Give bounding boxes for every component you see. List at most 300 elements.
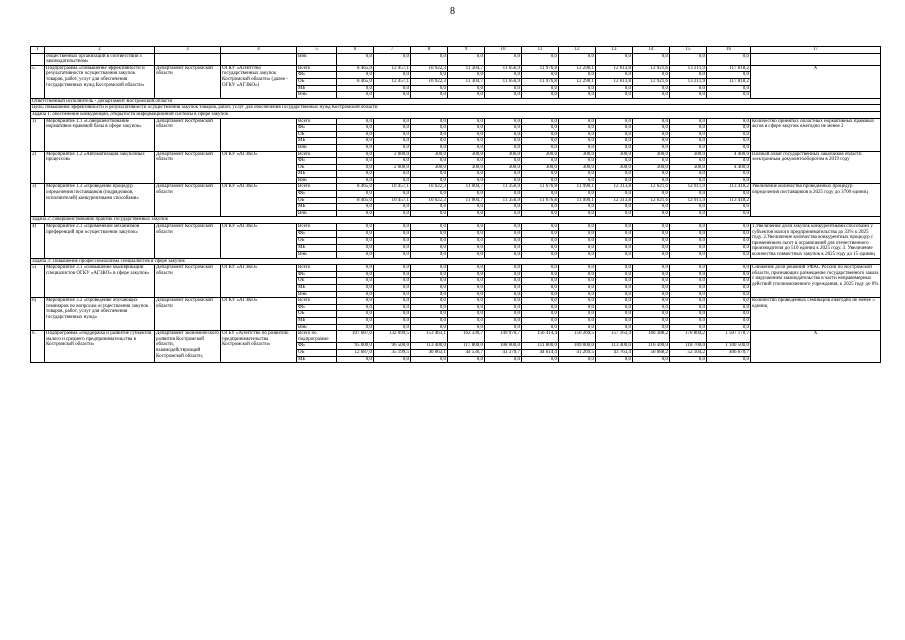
amount-cell: 113 418,2 bbox=[707, 197, 751, 204]
amount-cell: 0,0 bbox=[522, 177, 559, 184]
amount-cell: 0,0 bbox=[522, 138, 559, 145]
amount-cell: 12 911,9 bbox=[670, 184, 707, 191]
amount-cell: 0,0 bbox=[596, 171, 633, 178]
amount-cell: 0,0 bbox=[411, 244, 448, 251]
amount-cell: 0,0 bbox=[559, 317, 596, 324]
amount-cell: 0,0 bbox=[596, 92, 633, 99]
amount-cell: 0,0 bbox=[448, 158, 485, 165]
amount-cell: 12 621,6 bbox=[633, 184, 670, 191]
amount-cell: 0,0 bbox=[633, 304, 670, 311]
amount-cell: 0,0 bbox=[485, 284, 522, 291]
amount-cell: 0,0 bbox=[670, 158, 707, 165]
amount-cell: 0,0 bbox=[707, 237, 751, 244]
section-row bbox=[31, 105, 881, 112]
amount-cell: 0,0 bbox=[411, 298, 448, 305]
amount-cell: 0,0 bbox=[337, 304, 374, 311]
amount-cell: 0,0 bbox=[485, 324, 522, 331]
amount-cell: 0,0 bbox=[670, 244, 707, 251]
funding-source: МБ bbox=[297, 317, 337, 324]
header-cell: 14 bbox=[633, 47, 670, 54]
amount-cell: 300,0 bbox=[485, 164, 522, 171]
amount-cell: 0,0 bbox=[337, 118, 374, 125]
amount-cell: 116 300,0 bbox=[633, 343, 670, 350]
amount-cell: 12 613,8 bbox=[596, 78, 633, 85]
amount-cell: 0,0 bbox=[448, 230, 485, 237]
amount-cell: 0,0 bbox=[374, 311, 411, 318]
amount-cell: 0,0 bbox=[596, 177, 633, 184]
amount-cell: 0,0 bbox=[522, 204, 559, 211]
amount-cell: 0,0 bbox=[707, 131, 751, 138]
amount-cell: 117 818,2 bbox=[707, 65, 751, 72]
funding-source: ФБ bbox=[297, 230, 337, 237]
amount-cell: 0,0 bbox=[670, 298, 707, 305]
amount-cell: 50 088,2 bbox=[633, 349, 670, 356]
funding-source: ВнБ bbox=[297, 144, 337, 151]
amount-cell: 0,0 bbox=[448, 356, 485, 363]
amount-cell: 0,0 bbox=[337, 92, 374, 99]
amount-cell: 0,0 bbox=[559, 265, 596, 272]
amount-cell: 0,0 bbox=[707, 138, 751, 145]
amount-cell: 113 400,0 bbox=[596, 343, 633, 350]
amount-cell: 0,0 bbox=[411, 177, 448, 184]
amount-cell: 0,0 bbox=[596, 356, 633, 363]
amount-cell: 0,0 bbox=[337, 311, 374, 318]
row-number: 5. bbox=[31, 65, 45, 98]
amount-cell: 0,0 bbox=[559, 53, 596, 65]
funding-source: МБ bbox=[297, 138, 337, 145]
row-number: 6. bbox=[31, 331, 45, 363]
amount-cell: 0,0 bbox=[374, 125, 411, 132]
amount-cell: 12 457,1 bbox=[374, 65, 411, 72]
funding-source: Всего bbox=[297, 265, 337, 272]
co-executor bbox=[221, 53, 297, 65]
amount-cell: 0,0 bbox=[448, 191, 485, 198]
amount-cell: 0,0 bbox=[485, 265, 522, 272]
amount-cell: 0,0 bbox=[559, 230, 596, 237]
amount-cell: 113 400,0 bbox=[411, 343, 448, 350]
amount-cell: 0,0 bbox=[485, 171, 522, 178]
amount-cell: 0,0 bbox=[707, 72, 751, 79]
funding-source: ОБ bbox=[297, 197, 337, 204]
amount-cell: 0,0 bbox=[522, 317, 559, 324]
funding-source: Всего bbox=[297, 224, 337, 231]
indicator-text: 1.Увеличение доли закупок конкурентными способами у субъектов малого предпринимательства до 33% к 2025 году. 2.Увеличение количества конкурентных процедур с применением льгот и ограничений для отечественного производителя до 510 единиц к 2025 году. 3. Увеличение количества совместных закупок к 2025 году до 15 единиц bbox=[751, 224, 881, 259]
amount-cell: 0,0 bbox=[485, 210, 522, 217]
amount-cell: 0,0 bbox=[633, 224, 670, 231]
amount-cell: 0,0 bbox=[374, 204, 411, 211]
responsible-executor: Департамент Костромской области bbox=[155, 224, 221, 259]
amount-cell: 12 313,8 bbox=[596, 197, 633, 204]
funding-source: ОБ bbox=[297, 349, 337, 356]
amount-cell: 0,0 bbox=[448, 210, 485, 217]
amount-cell: 0,0 bbox=[559, 72, 596, 79]
amount-cell: 0,0 bbox=[522, 244, 559, 251]
amount-cell: 0,0 bbox=[522, 284, 559, 291]
activity-name: Мероприятие 1.2 «Автоматизация закупочных процессов» bbox=[45, 151, 155, 184]
amount-cell: 0,0 bbox=[707, 177, 751, 184]
amount-cell: 0,0 bbox=[633, 317, 670, 324]
amount-cell: 0,0 bbox=[559, 278, 596, 285]
amount-cell: 0,0 bbox=[522, 298, 559, 305]
table-row bbox=[31, 118, 881, 125]
amount-cell: 300,0 bbox=[670, 164, 707, 171]
amount-cell: 11 676,8 bbox=[522, 184, 559, 191]
funding-source: ФБ bbox=[297, 191, 337, 198]
header-cell: 2 bbox=[45, 47, 155, 54]
amount-cell: 0,0 bbox=[411, 204, 448, 211]
amount-cell: 0,0 bbox=[633, 204, 670, 211]
amount-cell: 0,0 bbox=[337, 191, 374, 198]
funding-source: ФБ bbox=[297, 158, 337, 165]
header-cell: 3 bbox=[155, 47, 221, 54]
amount-cell: 43 763,4 bbox=[596, 349, 633, 356]
amount-cell: 406 670,7 bbox=[707, 349, 751, 356]
amount-cell: 0,0 bbox=[596, 237, 633, 244]
amount-cell: 300,0 bbox=[596, 151, 633, 158]
co-executor: ОГКУ «АГЗКО» bbox=[221, 298, 297, 331]
co-executor bbox=[221, 118, 297, 151]
amount-cell: 0,0 bbox=[485, 230, 522, 237]
amount-cell: 300,0 bbox=[411, 164, 448, 171]
amount-cell: 0,0 bbox=[596, 85, 633, 92]
amount-cell: 12 457,1 bbox=[374, 78, 411, 85]
section-row bbox=[31, 98, 881, 105]
funding-source: ОБ bbox=[297, 237, 337, 244]
amount-cell: 300,0 bbox=[522, 164, 559, 171]
amount-cell: 0,0 bbox=[522, 291, 559, 298]
indicator-text: Х bbox=[751, 331, 881, 363]
amount-cell: 0,0 bbox=[411, 118, 448, 125]
amount-cell: 0,0 bbox=[633, 284, 670, 291]
activity-name: Мероприятие 1.1 «Совершенствование нормативно-правовой базы в сфере закупок» bbox=[45, 118, 155, 151]
program-table bbox=[30, 46, 881, 363]
amount-cell: 0,0 bbox=[633, 210, 670, 217]
amount-cell: 0,0 bbox=[485, 131, 522, 138]
amount-cell: 117 818,2 bbox=[707, 78, 751, 85]
amount-cell: 132 099,5 bbox=[374, 331, 411, 343]
amount-cell: 44 530,7 bbox=[448, 349, 485, 356]
amount-cell: 0,0 bbox=[485, 291, 522, 298]
amount-cell: 11 356,9 bbox=[485, 197, 522, 204]
amount-cell: 0,0 bbox=[707, 271, 751, 278]
amount-cell: 0,0 bbox=[411, 271, 448, 278]
amount-cell: 0,0 bbox=[707, 204, 751, 211]
amount-cell: 0,0 bbox=[522, 278, 559, 285]
amount-cell: 0,0 bbox=[670, 291, 707, 298]
amount-cell: 0,0 bbox=[374, 251, 411, 258]
amount-cell: 0,0 bbox=[448, 291, 485, 298]
amount-cell: 0,0 bbox=[707, 144, 751, 151]
amount-cell: 0,0 bbox=[411, 311, 448, 318]
amount-cell: 11 656,9 bbox=[485, 65, 522, 72]
co-executor: ОГКУ «Агентство государственных закупок Костромской области» (далее - ОГКУ «АГЗКО») bbox=[221, 65, 297, 98]
amount-cell: 0,0 bbox=[337, 158, 374, 165]
amount-cell: 0,0 bbox=[707, 125, 751, 132]
amount-cell: 300,0 bbox=[559, 164, 596, 171]
amount-cell: 12 921,6 bbox=[633, 65, 670, 72]
amount-cell: 10 457,1 bbox=[374, 184, 411, 191]
indicator-text: Количество принятых областных нормативных правовых актов в сфере закупок ежегодно не менее 2 bbox=[751, 118, 881, 151]
amount-cell: 0,0 bbox=[707, 278, 751, 285]
amount-cell: 0,0 bbox=[596, 138, 633, 145]
amount-cell: 12 290,1 bbox=[559, 78, 596, 85]
amount-cell: 0,0 bbox=[596, 311, 633, 318]
amount-cell: 0,0 bbox=[559, 144, 596, 151]
amount-cell: 300,0 bbox=[522, 151, 559, 158]
amount-cell: 12 313,8 bbox=[596, 184, 633, 191]
amount-cell: 0,0 bbox=[374, 284, 411, 291]
amount-cell: 0,0 bbox=[374, 356, 411, 363]
amount-cell: 0,0 bbox=[448, 131, 485, 138]
amount-cell: 0,0 bbox=[670, 138, 707, 145]
funding-source: ВнБ bbox=[297, 210, 337, 217]
amount-cell: 10 622,3 bbox=[411, 184, 448, 191]
amount-cell: 0,0 bbox=[337, 291, 374, 298]
amount-cell: 0,0 bbox=[670, 53, 707, 65]
amount-cell: 0,0 bbox=[670, 278, 707, 285]
amount-cell: 0,0 bbox=[559, 171, 596, 178]
amount-cell: 41 269,5 bbox=[559, 349, 596, 356]
header-cell: 16 bbox=[707, 47, 751, 54]
amount-cell: 108 600,0 bbox=[485, 343, 522, 350]
amount-cell: 111 800,0 bbox=[522, 343, 559, 350]
amount-cell: 12 911,9 bbox=[670, 197, 707, 204]
indicator-text: Полный охват государственных заказчиков области электронным документооборотом в 2019 году bbox=[751, 151, 881, 184]
header-cell: 12 bbox=[559, 47, 596, 54]
amount-cell: 0,0 bbox=[707, 298, 751, 305]
amount-cell: 0,0 bbox=[448, 265, 485, 272]
amount-cell: 0,0 bbox=[596, 118, 633, 125]
funding-source: МБ bbox=[297, 204, 337, 211]
amount-cell: 0,0 bbox=[411, 158, 448, 165]
section-row bbox=[31, 217, 881, 224]
activity-name: Подпрограмма «Поддержка и развитие субъектов малого и среднего предпринимательства в Костромской области» bbox=[45, 331, 155, 363]
amount-cell: 0,0 bbox=[522, 85, 559, 92]
table-row bbox=[31, 265, 881, 272]
amount-cell: 0,0 bbox=[448, 298, 485, 305]
amount-cell: 0,0 bbox=[707, 356, 751, 363]
amount-cell: 0,0 bbox=[411, 72, 448, 79]
amount-cell: 107 687,0 bbox=[337, 331, 374, 343]
amount-cell: 0,0 bbox=[337, 85, 374, 92]
amount-cell: 0,0 bbox=[374, 85, 411, 92]
amount-cell: 0,0 bbox=[596, 244, 633, 251]
amount-cell: 12 621,6 bbox=[633, 197, 670, 204]
header-cell: 13 bbox=[596, 47, 633, 54]
co-executor: ОГКУ «АГЗКО» bbox=[221, 265, 297, 298]
amount-cell: 0,0 bbox=[707, 92, 751, 99]
amount-cell: 0,0 bbox=[522, 53, 559, 65]
amount-cell: 0,0 bbox=[559, 85, 596, 92]
amount-cell: 0,0 bbox=[485, 298, 522, 305]
amount-cell: 0,0 bbox=[559, 237, 596, 244]
amount-cell: 0,0 bbox=[374, 72, 411, 79]
amount-cell: 4 400,0 bbox=[707, 164, 751, 171]
amount-cell: 0,0 bbox=[485, 304, 522, 311]
amount-cell: 0,0 bbox=[374, 177, 411, 184]
funding-source: МБ bbox=[297, 284, 337, 291]
responsible-executor: Департамент экономического развития Костромской области, взаимодействующий Костромской области, bbox=[155, 331, 221, 363]
section-title: Ответственный исполнитель - Департамент Костромской области bbox=[31, 98, 881, 105]
amount-cell: 0,0 bbox=[707, 171, 751, 178]
amount-cell: 0,0 bbox=[448, 317, 485, 324]
amount-cell: 0,0 bbox=[411, 230, 448, 237]
amount-cell: 0,0 bbox=[559, 311, 596, 318]
amount-cell: 0,0 bbox=[411, 356, 448, 363]
funding-source: ФБ bbox=[297, 72, 337, 79]
header-cell: 10 bbox=[485, 47, 522, 54]
funding-source: ОБ bbox=[297, 311, 337, 318]
amount-cell: 0,0 bbox=[448, 177, 485, 184]
amount-cell: 0,0 bbox=[596, 210, 633, 217]
amount-cell: 0,0 bbox=[448, 125, 485, 132]
activity-name: Подпрограмма «Повышение эффективности и результативности осуществления закупок товаров, работ, услуг для обеспечения государственных нужд Костромской области» bbox=[45, 65, 155, 98]
amount-cell: 0,0 bbox=[559, 125, 596, 132]
amount-cell: 0,0 bbox=[707, 191, 751, 198]
amount-cell: 0,0 bbox=[707, 85, 751, 92]
amount-cell: 0,0 bbox=[596, 265, 633, 272]
amount-cell: 40 063,1 bbox=[411, 349, 448, 356]
amount-cell: 0,0 bbox=[448, 224, 485, 231]
amount-cell: 0,0 bbox=[374, 298, 411, 305]
amount-cell: 0,0 bbox=[485, 144, 522, 151]
amount-cell: 0,0 bbox=[337, 298, 374, 305]
amount-cell: 0,0 bbox=[448, 251, 485, 258]
header-cell: 15 bbox=[670, 47, 707, 54]
amount-cell: 0,0 bbox=[522, 158, 559, 165]
amount-cell: 0,0 bbox=[633, 53, 670, 65]
amount-cell: 0,0 bbox=[411, 171, 448, 178]
activity-name: Мероприятие 1.3 «Проведение процедур определения поставщиков (подрядчиков, исполнителей) конкурентными способами» bbox=[45, 184, 155, 217]
amount-cell: 0,0 bbox=[411, 251, 448, 258]
amount-cell: 0,0 bbox=[374, 224, 411, 231]
funding-source: ВнБ bbox=[297, 53, 337, 65]
amount-cell: 0,0 bbox=[374, 244, 411, 251]
amount-cell: 35 199,5 bbox=[374, 349, 411, 356]
amount-cell: 95 000,0 bbox=[337, 343, 374, 350]
funding-source: Всего bbox=[297, 184, 337, 191]
amount-cell: 156 414,4 bbox=[522, 331, 559, 343]
amount-cell: 0,0 bbox=[559, 244, 596, 251]
amount-cell: 0,0 bbox=[559, 251, 596, 258]
amount-cell: 0,0 bbox=[522, 171, 559, 178]
funding-source: ОБ bbox=[297, 164, 337, 171]
amount-cell: 0,0 bbox=[633, 311, 670, 318]
amount-cell: 8 465,0 bbox=[337, 184, 374, 191]
amount-cell: 0,0 bbox=[337, 224, 374, 231]
amount-cell: 0,0 bbox=[559, 204, 596, 211]
amount-cell: 0,0 bbox=[633, 251, 670, 258]
amount-cell: 0,0 bbox=[522, 125, 559, 132]
amount-cell: 0,0 bbox=[411, 210, 448, 217]
amount-cell: 0,0 bbox=[448, 92, 485, 99]
amount-cell: 0,0 bbox=[559, 271, 596, 278]
amount-cell: 300,0 bbox=[485, 151, 522, 158]
amount-cell: 0,0 bbox=[522, 324, 559, 331]
activity-name: Мероприятие 3.2 «Проведение обучающих семинаров по вопросам осуществления закупок товаров, работ, услуг для обеспечения государственных нужд» bbox=[45, 298, 155, 331]
amount-cell: 0,0 bbox=[337, 144, 374, 151]
amount-cell: 0,0 bbox=[522, 131, 559, 138]
amount-cell: 0,0 bbox=[448, 138, 485, 145]
amount-cell: 0,0 bbox=[596, 72, 633, 79]
amount-cell: 0,0 bbox=[707, 53, 751, 65]
amount-cell: 8 465,0 bbox=[337, 197, 374, 204]
amount-cell: 0,0 bbox=[596, 144, 633, 151]
amount-cell: 12 613,8 bbox=[596, 65, 633, 72]
amount-cell: 0,0 bbox=[670, 304, 707, 311]
amount-cell: 0,0 bbox=[670, 171, 707, 178]
amount-cell: 0,0 bbox=[707, 304, 751, 311]
amount-cell: 0,0 bbox=[374, 271, 411, 278]
amount-cell: 0,0 bbox=[596, 317, 633, 324]
amount-cell: 0,0 bbox=[559, 304, 596, 311]
amount-cell: 0,0 bbox=[374, 210, 411, 217]
amount-cell: 12 290,1 bbox=[559, 65, 596, 72]
header-cell: 9 bbox=[448, 47, 485, 54]
amount-cell: 0,0 bbox=[337, 265, 374, 272]
amount-cell: 0,0 bbox=[374, 230, 411, 237]
indicator-text: Количество проведенных семинаров ежегодно не менее 5 единиц bbox=[751, 298, 881, 331]
amount-cell: 0,0 bbox=[337, 131, 374, 138]
amount-cell: 0,0 bbox=[707, 224, 751, 231]
amount-cell: 0,0 bbox=[522, 191, 559, 198]
amount-cell: 0,0 bbox=[633, 118, 670, 125]
funding-source: ВнБ bbox=[297, 92, 337, 99]
amount-cell: 0,0 bbox=[670, 210, 707, 217]
amount-cell: 0,0 bbox=[633, 230, 670, 237]
amount-cell: 0,0 bbox=[670, 85, 707, 92]
amount-cell: 0,0 bbox=[707, 230, 751, 237]
amount-cell: 0,0 bbox=[448, 324, 485, 331]
amount-cell: 2 000,0 bbox=[374, 151, 411, 158]
amount-cell: 0,0 bbox=[448, 85, 485, 92]
amount-cell: 0,0 bbox=[670, 92, 707, 99]
funding-source: ВнБ bbox=[297, 251, 337, 258]
amount-cell: 0,0 bbox=[337, 324, 374, 331]
funding-source: МБ bbox=[297, 85, 337, 92]
amount-cell: 0,0 bbox=[374, 158, 411, 165]
amount-cell: 170 804,2 bbox=[670, 331, 707, 343]
amount-cell: 0,0 bbox=[448, 311, 485, 318]
amount-cell: 0,0 bbox=[633, 191, 670, 198]
responsible-executor: Департамент Костромской области bbox=[155, 65, 221, 98]
amount-cell: 0,0 bbox=[411, 237, 448, 244]
amount-cell: 0,0 bbox=[522, 304, 559, 311]
amount-cell: 0,0 bbox=[485, 271, 522, 278]
amount-cell: 0,0 bbox=[411, 138, 448, 145]
funding-source: ВнБ bbox=[297, 291, 337, 298]
amount-cell: 0,0 bbox=[633, 131, 670, 138]
amount-cell: 10 622,3 bbox=[411, 197, 448, 204]
amount-cell: 0,0 bbox=[522, 251, 559, 258]
amount-cell: 0,0 bbox=[337, 271, 374, 278]
amount-cell: 0,0 bbox=[522, 311, 559, 318]
funding-source: Всего по подпрограмме bbox=[297, 331, 337, 343]
amount-cell: 0,0 bbox=[670, 251, 707, 258]
funding-source: МБ bbox=[297, 244, 337, 251]
amount-cell: 0,0 bbox=[374, 265, 411, 272]
amount-cell: 0,0 bbox=[522, 356, 559, 363]
co-executor: ОГБУ «Агентство по развитию предпринимательства Костромской области» bbox=[221, 331, 297, 363]
amount-cell: 0,0 bbox=[448, 284, 485, 291]
amount-cell: 0,0 bbox=[596, 324, 633, 331]
amount-cell: 41 370,7 bbox=[485, 349, 522, 356]
amount-cell: 11 356,9 bbox=[485, 184, 522, 191]
amount-cell: 0,0 bbox=[559, 284, 596, 291]
amount-cell: 0,0 bbox=[485, 251, 522, 258]
amount-cell: 0,0 bbox=[633, 158, 670, 165]
amount-cell: 0,0 bbox=[337, 171, 374, 178]
